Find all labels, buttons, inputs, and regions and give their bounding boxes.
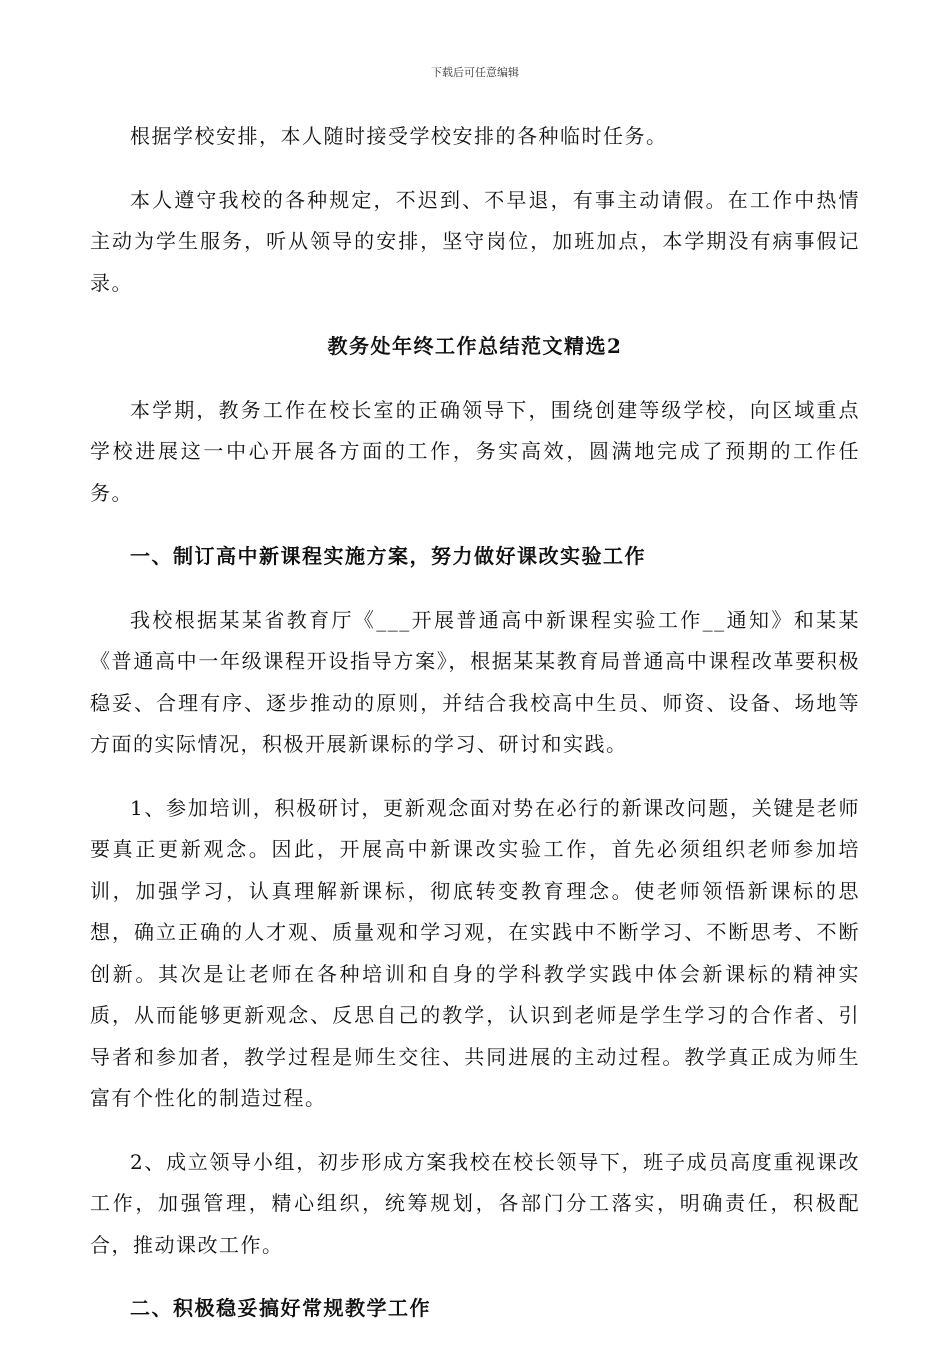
header-note: 下载后可任意编辑: [431, 66, 519, 79]
paragraph-2: 本人遵守我校的各种规定，不迟到、不早退，有事主动请假。在工作中热情主动为学生服务，听从领导的安排，坚守岗位，加班加点，本学期没有病事假记录。: [90, 187, 860, 295]
document-title: 教务处年终工作总结范文精选2: [327, 334, 623, 358]
paragraph-1: 根据学校安排，本人随时接受学校安排的各种临时任务。: [130, 124, 668, 148]
paragraph-3: 本学期，教务工作在校长室的正确领导下，围绕创建等级学校，向区域重点学校进展这一中心开展各方面的工作，务实高效，圆满地完成了预期的工作任务。: [90, 397, 860, 505]
paragraph-6: 2、成立领导小组，初步形成方案我校在校长领导下，班子成员高度重视课改工作，加强管理，精心组织，统筹规划，各部门分工落实，明确责任，积极配合，推动课改工作。: [90, 1149, 860, 1257]
section-heading-1: 一、制订高中新课程实施方案，努力做好课改实验工作: [130, 544, 646, 568]
document-body: [90, 116, 860, 1352]
paragraph-5: 1、参加培训，积极研讨，更新观念面对势在必行的新课改问题，关键是老师要真正更新观念。因此，开展高中新课改实验工作，首先必须组织老师参加培训，加强学习，认真理解新课标，彻底转变教育理念。使老师领悟新课标的思想，确立正确的人才观、质量观和学习观，在实践中不断学习、不断思考、不断创新。其次是让老师在各种培训和自身的学科教学实践中体会新课标的精神实质，从而能够更新观念、反思自己的教学，认识到老师是学生学习的合作者、引导者和参加者，教学过程是师生交往、共同进展的主动过程。教学真正成为师生富有个性化的制造过程。: [90, 795, 860, 1110]
paragraph-4: 我校根据某某省教育厅《___开展普通高中新课程实验工作__通知》和某某《普通高中一年级课程开设指导方案》，根据某某教育局普通高中课程改革要积极稳妥、合理有序、逐步推动的原则，并结合我校高中生员、师资、设备、场地等方面的实际情况，积极开展新课标的学习、研讨和实践。: [90, 607, 860, 756]
section-heading-2: 二、积极稳妥搞好常规教学工作: [130, 1296, 431, 1320]
